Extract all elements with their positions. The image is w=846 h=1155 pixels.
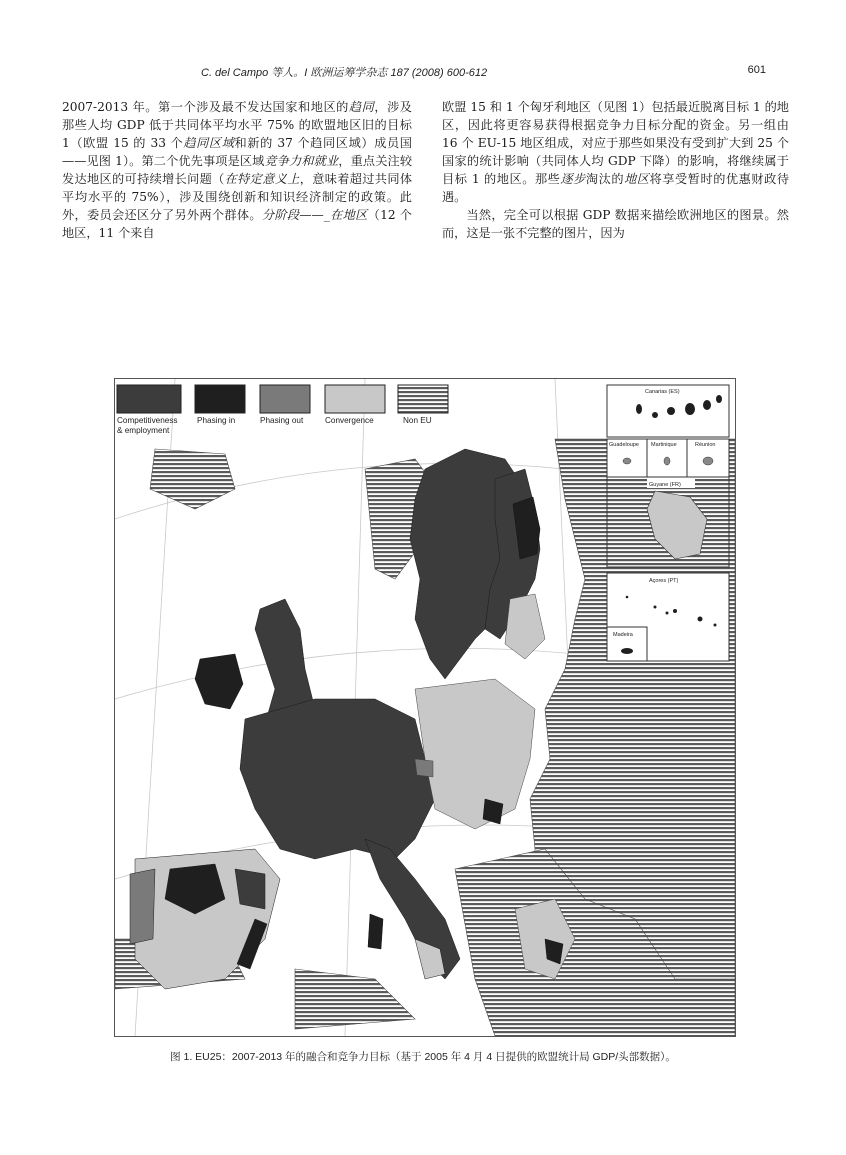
insets: [607, 385, 729, 661]
phasing-out-region: [415, 759, 433, 777]
legend-label-competitiveness-1: Competitiveness: [117, 416, 178, 425]
inset-label-guyane: Guyane (FR): [649, 482, 681, 488]
left-column: [62, 98, 412, 242]
legend-label-phasing-out: Phasing out: [260, 416, 304, 425]
page-number: 601: [747, 64, 766, 76]
inset-label-reunion: Réunion: [695, 442, 716, 448]
madeira-island: [621, 648, 633, 654]
legend-swatch-competitiveness: [117, 385, 181, 413]
inset-label-madeira: Madeira: [613, 632, 633, 638]
right-paragraph-1: 欧盟 15 和 1 个匈牙利地区（见图 1）包括最近脱离目标 1 的地区，因此将更容易获得根据竞争力目标分配的资金。另一组由 16 个 EU-15 地区组成，对应于那些如果没有受到扩大到 25 个国家的统计影响（共同体人均 GDP 下降）的影响，将继续属于目标 1 的地区。那些逐步淘汰的地区将享受暂时的优惠财政待遇。: [442, 100, 790, 204]
figure-caption: 图 1. EU25：2007-2013 年的融合和竞争力目标（基于 2005 年 4 月 4 日提供的欧盟统计局 GDP/头部数据）。: [170, 1051, 676, 1063]
legend-swatch-phasing-in: [195, 385, 245, 413]
inset-label-acores: Açores (PT): [649, 578, 679, 584]
legend-swatch-phasing-out: [260, 385, 310, 413]
legend-label-phasing-in: Phasing in: [197, 416, 236, 425]
reunion-island: [703, 457, 713, 465]
inset-label-guadeloupe: Guadeloupe: [609, 442, 639, 448]
legend-label-non-eu: Non EU: [403, 416, 432, 425]
eu-regions-map-figure: [114, 378, 736, 1037]
right-paragraph-2: 当然，完全可以根据 GDP 数据来描绘欧洲地区的图景。然而，这是一张不完整的图片，因为: [442, 208, 789, 240]
sardinia: [368, 914, 383, 949]
running-head: C. del Campo 等人。I 欧洲运筹学杂志 187 (2008) 600-612: [201, 67, 488, 79]
inset-label-martinique: Martinique: [651, 442, 677, 448]
martinique-island: [664, 457, 670, 465]
right-column: [442, 98, 789, 242]
page-header: [0, 64, 846, 82]
inset-label-canarias: Canarias (ES): [645, 389, 680, 395]
guadeloupe-island: [623, 458, 631, 464]
legend-swatch-convergence: [325, 385, 385, 413]
eu-map: [115, 379, 735, 1036]
legend-label-competitiveness-2: & employment: [117, 426, 170, 435]
left-paragraph: 2007-2013 年。第一个涉及最不发达国家和地区的趋同，涉及那些人均 GDP 低于共同体平均水平 75% 的欧盟地区旧的目标 1（欧盟 15 的 33 个趋同区域和新的 37 个趋同区域）成员国——见图 1）。第二个优先事项是区域竞争力和就业，重点关注较发达地区的可持续增长问题（在特定意义上，意味着超过共同体平均水平的 75%），涉及围绕创新和知识经济制定的政策。此外，委员会还区分了另外两个群体。分阶段——_在地区（12 个地区，11 个来自: [62, 100, 413, 240]
legend-swatch-non-eu: [398, 385, 448, 413]
legend-label-convergence: Convergence: [325, 416, 374, 425]
